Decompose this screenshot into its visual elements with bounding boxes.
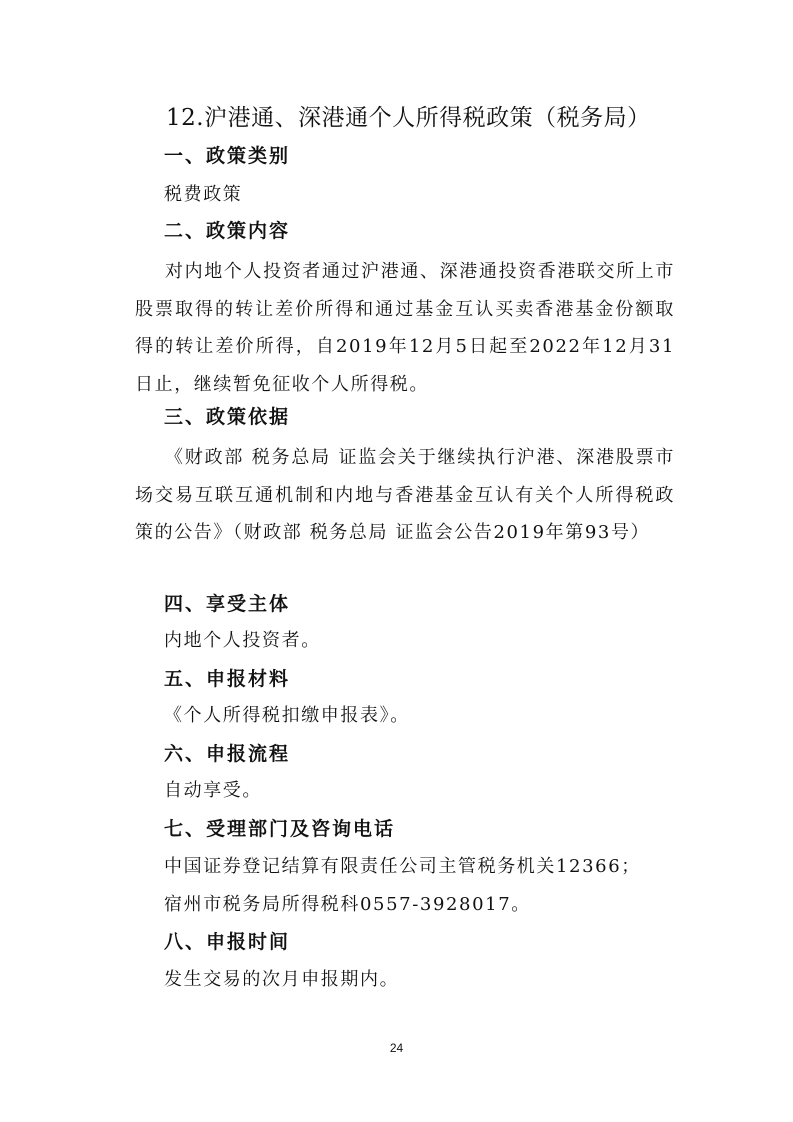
section-body-contact-line-1: 中国证券登记结算有限责任公司主管税务机关12366； [164,856,641,877]
section-body-category: 税费政策 [164,184,243,205]
section-heading-time: 八、申报时间 [164,931,291,953]
section-heading-subject: 四、享受主体 [164,593,291,615]
section-heading-process: 六、申报流程 [164,743,291,765]
section-heading-basis: 三、政策依据 [164,406,291,428]
section-body-subject: 内地个人投资者。 [164,630,321,651]
section-body-content: 对内地个人投资者通过沪港通、深港通投资香港联交所上市股票取得的转让差价所得和通过基金互认买卖香港基金份额取得的转让差价所得，自2019年12月5日起至2022年12月31日止，继续暂免征收个人所得税。 [135,261,675,395]
section-heading-category: 一、政策类别 [164,145,291,167]
section-body-contact-line-2: 宿州市税务局所得税科0557-3928017。 [164,894,531,915]
section-heading-content: 二、政策内容 [164,220,291,242]
page-number: 24 [389,1041,404,1055]
document-title: 12.沪港通、深港通个人所得税政策（税务局） [166,105,651,131]
section-body-time: 发生交易的次月申报期内。 [164,969,400,990]
section-body-process: 自动享受。 [164,780,262,801]
section-heading-contact: 七、受理部门及咨询电话 [164,818,396,840]
section-heading-materials: 五、申报材料 [164,668,291,690]
section-body-basis: 《财政部 税务总局 证监会关于继续执行沪港、深港股票市场交易互联互通机制和内地与香港基金互认有关个人所得税政策的公告》（财政部 税务总局 证监会公告2019年第93号） [135,447,675,543]
section-body-materials: 《个人所得税扣缴申报表》。 [164,705,410,726]
